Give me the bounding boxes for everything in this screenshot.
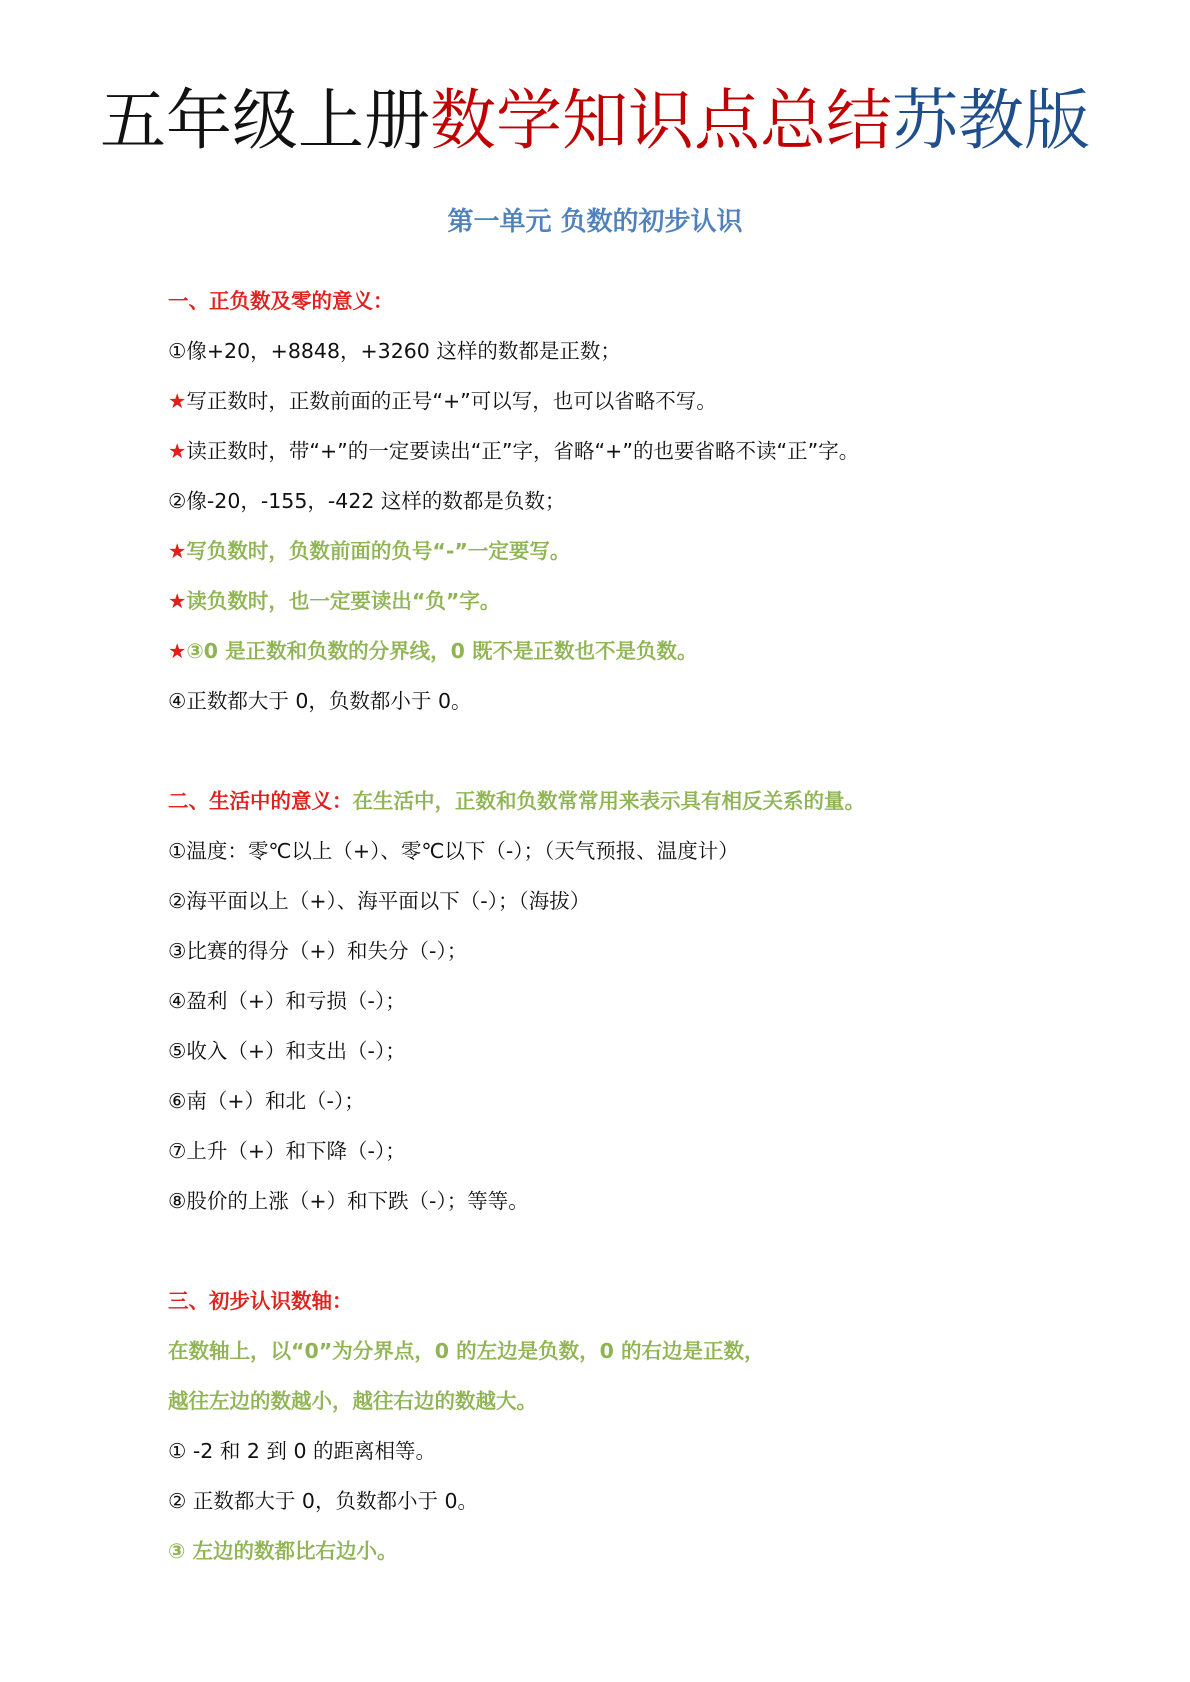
title-grade: 五年级上册 [100,82,430,159]
section2-item3: ③比赛的得分（+）和失分（-）； [168,939,468,963]
section1-heading: 一、正负数及零的意义： [168,289,394,313]
section3-item1: ① -2 和 2 到 0 的距离相等。 [168,1439,437,1463]
section2-heading: 二、生活中的意义： [168,789,353,813]
star-icon: ★ [168,539,187,563]
section2-heading-line [168,786,865,816]
section3-heading: 三、初步认识数轴： [168,1289,353,1313]
section2-heading-rest: 在生活中，正数和负数常常用来表示具有相反关系的量。 [352,789,865,813]
section3-rule1: 在数轴上，以“0”为分界点，0 的左边是负数，0 的右边是正数， [168,1339,765,1363]
section1-star2-line [168,436,859,466]
section3-item3: ③ 左边的数都比右边小。 [168,1539,398,1563]
document-title [0,78,1190,164]
star-icon: ★ [168,439,187,463]
section3-rule2: 越往左边的数越小，越往右边的数越大。 [168,1389,537,1413]
section2-item4: ④盈利（+）和亏损（-）； [168,989,406,1013]
title-subject: 数学知识点总结 [430,82,892,159]
section1-star4: 读负数时，也一定要读出“负”字。 [186,589,501,613]
section1-star1: 写正数时，正数前面的正号“+”可以写，也可以省略不写。 [186,389,717,413]
section2-item1: ①温度：零℃以上（+）、零℃以下（-）；（天气预报、温度计） [168,839,739,863]
star-icon: ★ [168,389,187,413]
section1-star3-line [168,536,570,566]
section1-item1: ①像+20，+8848，+3260 这样的数都是正数； [168,339,621,363]
section2-item2: ②海平面以上（+）、海平面以下（-）；（海拔） [168,889,591,913]
section2-item6: ⑥南（+）和北（-）； [168,1089,365,1113]
star-icon: ★ [168,639,187,663]
section1-star5-line [168,636,698,666]
section1-star1-line [168,386,717,416]
section2-item5: ⑤收入（+）和支出（-）； [168,1039,406,1063]
section1-star2: 读正数时，带“+”的一定要读出“正”字，省略“+”的也要省略不读“正”字。 [186,439,860,463]
section1-star4-line [168,586,500,616]
section1-item2: ②像-20，-155，-422 这样的数都是负数； [168,489,566,513]
title-edition: 苏教版 [892,82,1090,159]
section3-item2: ② 正数都大于 0，负数都小于 0。 [168,1489,479,1513]
star-icon: ★ [168,589,187,613]
section1-star3: 写负数时，负数前面的负号“-”一定要写。 [186,539,571,563]
unit-title: 第一单元 负数的初步认识 [447,207,743,237]
section1-star5: ③0 是正数和负数的分界线，0 既不是正数也不是负数。 [186,639,698,663]
section2-item8: ⑧股价的上涨（+）和下跌（-）；等等。 [168,1189,529,1213]
section1-item4: ④正数都大于 0，负数都小于 0。 [168,689,472,713]
section2-item7: ⑦上升（+）和下降（-）； [168,1139,406,1163]
